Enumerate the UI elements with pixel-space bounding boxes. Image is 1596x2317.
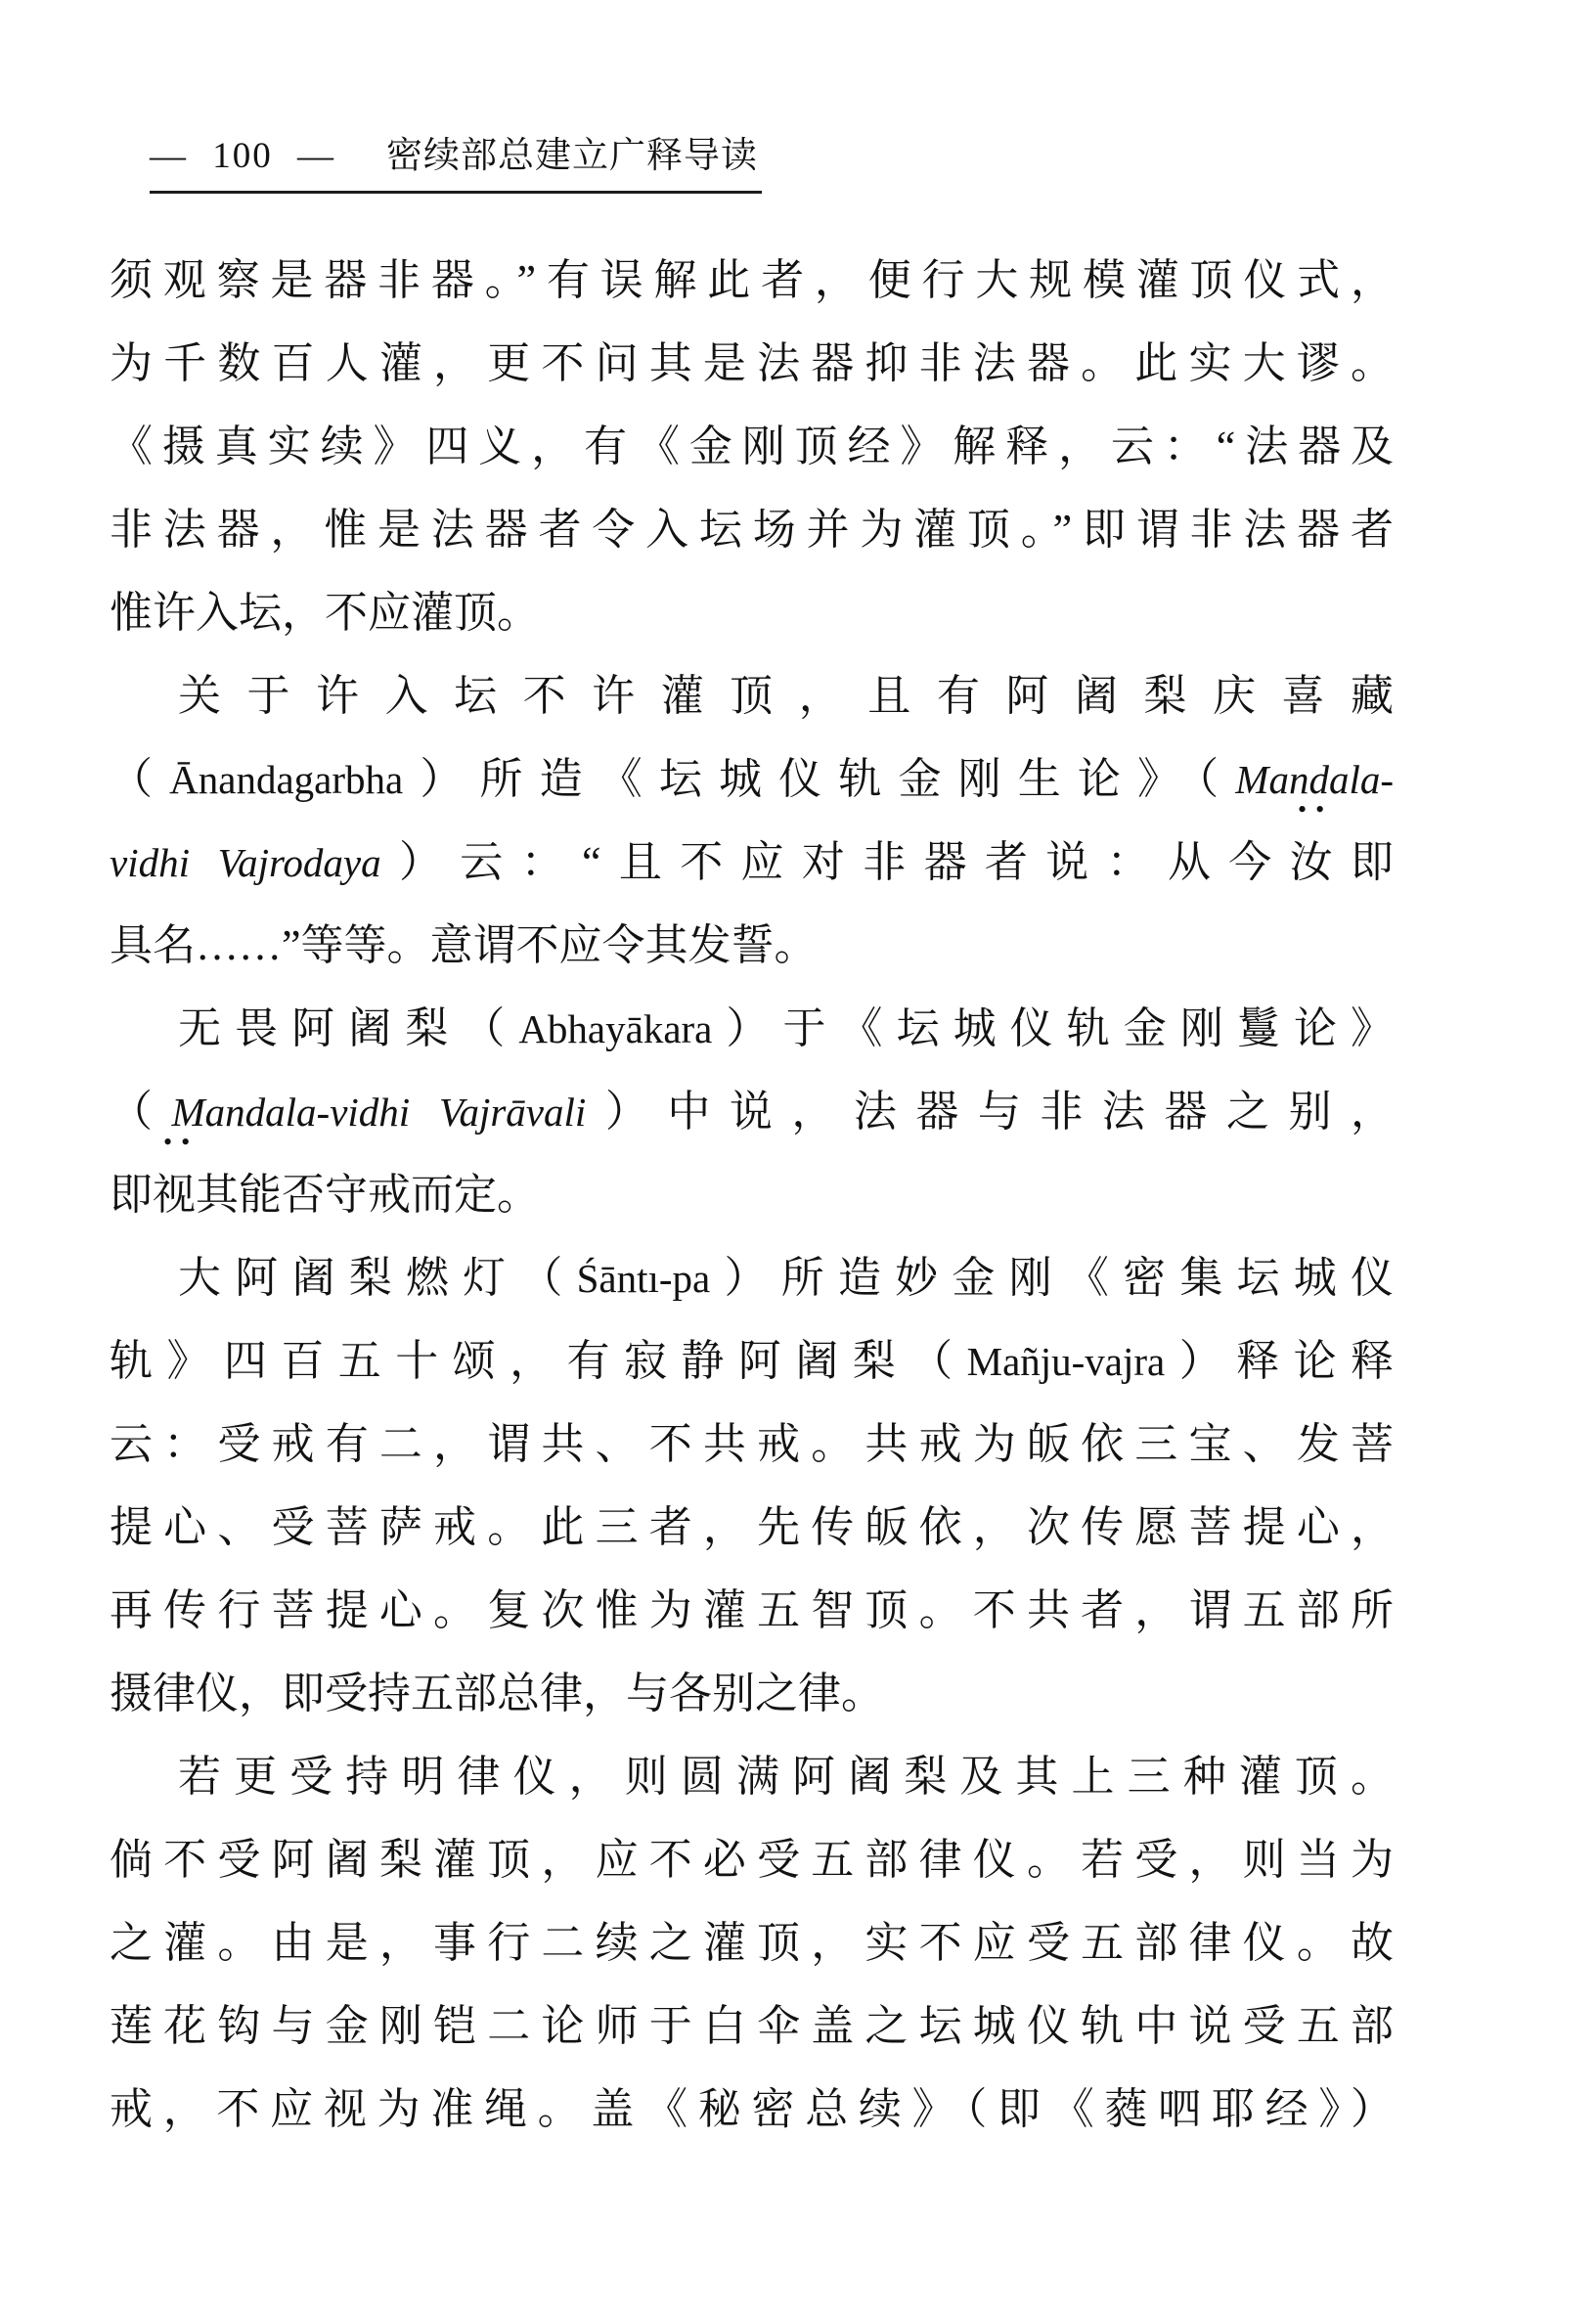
- text-line: [110, 1070, 1394, 1156]
- text-line: [110, 821, 1394, 904]
- text-line: [110, 239, 1394, 322]
- text-line: [110, 405, 1394, 488]
- cjk-text: 即视其能否守戒而定。: [110, 1171, 540, 1219]
- text-line: [110, 1236, 1394, 1319]
- retroflex-underdot-marks: ••: [163, 1128, 200, 1156]
- cjk-text: 关于许入坛不许灌顶，且有阿阇梨庆喜藏: [178, 672, 1394, 720]
- cjk-text: 非法器，惟是法器者令入坛场并为灌顶。”即谓非法器者: [110, 506, 1394, 554]
- cjk-text: 云：受戒有二，谓共、不共戒。共戒为皈依三宝、发菩: [110, 1420, 1394, 1468]
- text-line: [110, 1818, 1394, 1901]
- text-line: [110, 1652, 1394, 1735]
- cjk-text: ）中说，法器与非法器之别，: [586, 1088, 1394, 1136]
- cjk-text: 提心、受菩萨戒。此三者，先传皈依，次传愿菩提心，: [110, 1503, 1394, 1551]
- cjk-text: 惟许入坛，不应灌顶。: [110, 589, 540, 637]
- sanskrit-name: Abhayākara: [518, 1006, 713, 1051]
- cjk-text: 再传行菩提心。复次惟为灌五智顶。不共者，谓五部所: [110, 1586, 1394, 1634]
- running-title: 密续部总建立广释导读: [386, 136, 758, 176]
- cjk-text: ）所造《坛城仪轨金刚生论》（: [403, 755, 1236, 803]
- cjk-text: 大阿阇梨燃灯（: [178, 1254, 577, 1302]
- cjk-text: 若更受持明律仪，则圆满阿阇梨及其上三种灌顶。: [178, 1753, 1394, 1801]
- cjk-text: ）释论释: [1165, 1337, 1395, 1385]
- cjk-text: 戒，不应视为准绳。盖《秘密总续》（即《蕤呬耶经》）: [110, 2085, 1394, 2133]
- cjk-text: 具名……”等等。意谓不应令其发誓。: [110, 921, 818, 969]
- text-line: [110, 1735, 1394, 1818]
- cjk-text: 倘不受阿阇梨灌顶，应不必受五部律仪。若受，则当为: [110, 1836, 1394, 1884]
- cjk-text: ）所造妙金刚《密集坛城仪: [710, 1254, 1395, 1302]
- folio-page-number: — 100 —: [150, 136, 335, 176]
- sanskrit-title-italic: Mandala-vidhi Vajrāvali: [171, 1090, 587, 1135]
- text-line: [110, 737, 1394, 824]
- cjk-text: 莲花钩与金刚铠二论师于白伞盖之坛城仪轨中说受五部: [110, 2002, 1394, 2050]
- sanskrit-name: Mañju-vajra: [966, 1339, 1166, 1384]
- cjk-text: 《摄真实续》四义，有《金刚顶经》解释，云：“法器及: [110, 423, 1394, 470]
- text-line: [110, 904, 1394, 987]
- text-line: [110, 1901, 1394, 1984]
- text-line: [110, 654, 1394, 737]
- cjk-text: （: [110, 755, 170, 803]
- cjk-text: 须观察是器非器。”有误解此者，便行大规模灌顶仪式，: [110, 256, 1394, 304]
- text-line: [110, 1403, 1394, 1486]
- sanskrit-name: Śāntı-pa: [576, 1256, 711, 1301]
- text-line: [110, 1153, 1394, 1236]
- sanskrit-title-italic: vidhi Vajrodaya: [110, 840, 381, 885]
- text-line: [110, 571, 1394, 654]
- cjk-text: 无畏阿阇梨（: [178, 1004, 519, 1052]
- sanskrit-title-italic: Mandala-: [1235, 757, 1394, 802]
- text-line: [110, 2068, 1394, 2151]
- retroflex-underdot-marks: ••: [1298, 795, 1334, 824]
- cjk-text: ）于《坛城仪轨金刚鬘论》: [712, 1004, 1394, 1052]
- text-line: [110, 488, 1394, 571]
- text-line: [110, 1569, 1394, 1652]
- body-text: [110, 239, 1394, 2151]
- cjk-text: ）云：“且不应对非器者说：从今汝即: [380, 838, 1394, 886]
- text-line: [110, 1486, 1394, 1569]
- text-line: [110, 987, 1394, 1070]
- cjk-text: 之灌。由是，事行二续之灌顶，实不应受五部律仪。故: [110, 1919, 1394, 1967]
- text-line: [110, 1984, 1394, 2068]
- page-header: [150, 135, 762, 194]
- text-line: [110, 322, 1394, 405]
- cjk-text: （: [110, 1088, 172, 1136]
- text-line: [110, 1319, 1394, 1403]
- sanskrit-name: Ānandagarbha: [169, 757, 404, 802]
- cjk-text: 摄律仪，即受持五部总律，与各别之律。: [110, 1670, 884, 1717]
- cjk-text: 为千数百人灌，更不问其是法器抑非法器。此实大谬。: [110, 339, 1394, 387]
- cjk-text: 轨》四百五十颂，有寂静阿阇梨（: [110, 1337, 967, 1385]
